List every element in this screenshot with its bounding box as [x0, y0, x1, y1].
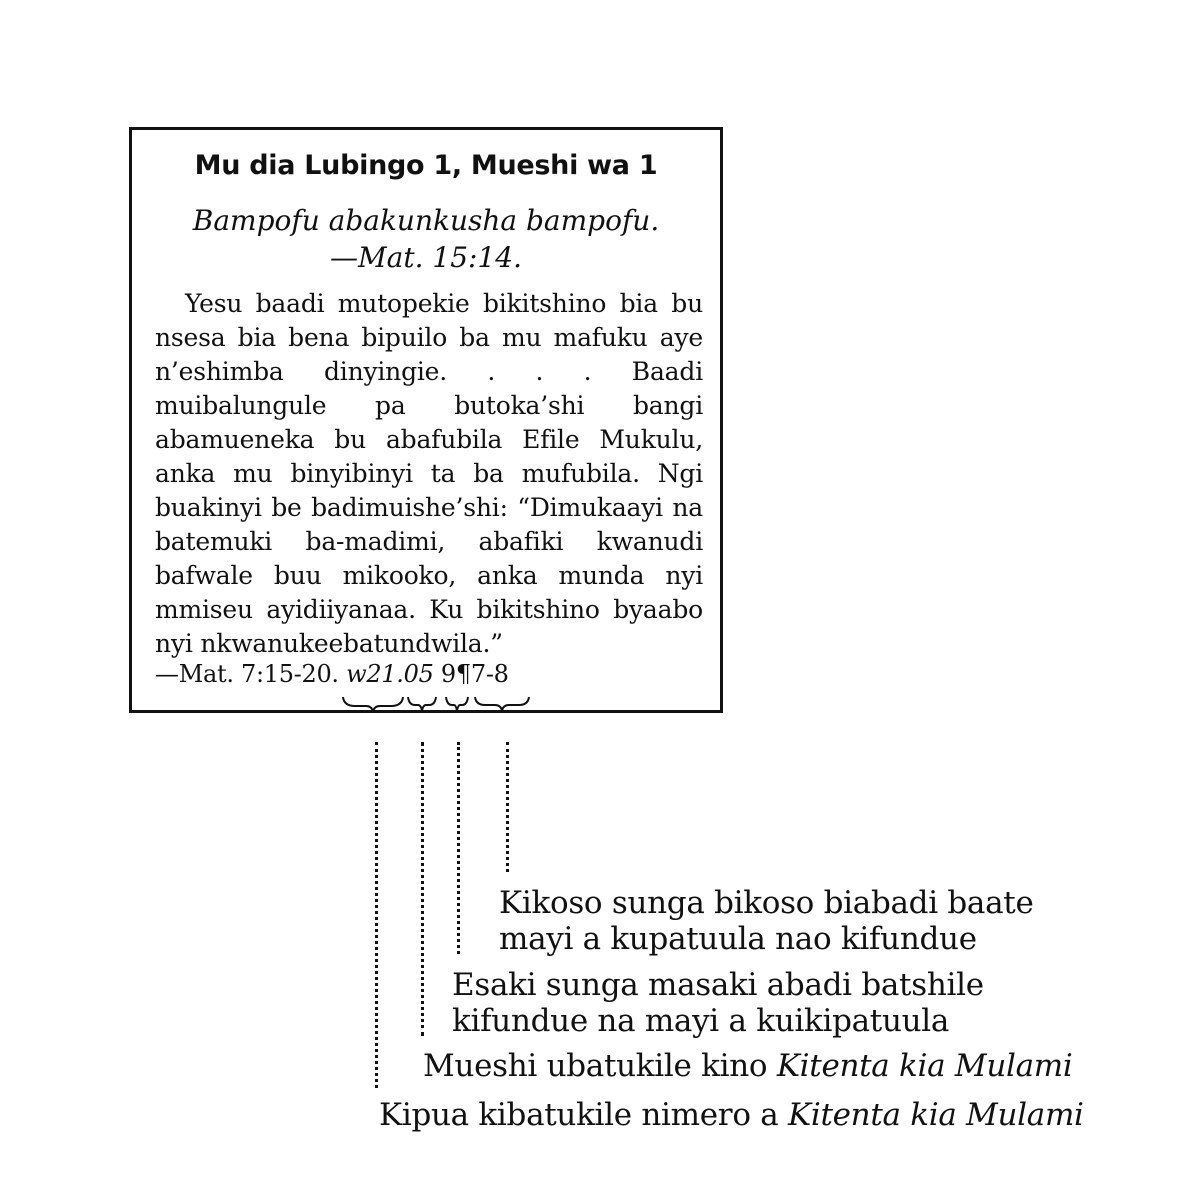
leader-dots-paragraphs: [506, 742, 509, 872]
caption-number: [379, 1097, 1084, 1133]
comment-body: Yesu baadi mutopekie bikitshino bia bu nsesa bia bena bipuilo ba mu mafuku aye n’eshimba dinyingie. . . . Baadi muibalungule pa butoka’shi bangi abamueneka bu abafubila Efile Mukulu, anka mu binyibinyi ta ba mufubila. Ngi buakinyi be badimuishe’shi: “Dimukaayi na batemuki ba-madimi, abafiki kwanudi bafwale buu mikooko, anka munda nyi mmiseu ayidiiyanaa. Ku bikitshino byaabo nyi nkwanukeebatundwila.”: [155, 289, 703, 658]
caption-page-line1: Esaki sunga masaki abadi batshile: [452, 967, 984, 1003]
leader-dots-issue: [421, 742, 424, 1036]
brace-paragraphs: [475, 697, 529, 711]
caption-paragraphs-line2: mayi a kupatuula nao kifundue: [499, 921, 977, 957]
publication-reference: w21.05: [346, 660, 434, 688]
date-heading: Mu dia Lubingo 1, Mueshi wa 1: [194, 150, 658, 181]
caption-number-title: Kitenta kia Mulami: [787, 1097, 1084, 1133]
brace-issue: [408, 697, 436, 711]
brace-publication: [343, 697, 403, 712]
caption-issue-title: Kitenta kia Mulami: [776, 1048, 1073, 1084]
theme-text: Bampofu abakunkusha bampofu.: [192, 204, 660, 237]
paragraph-reference: ¶7-8: [455, 660, 509, 688]
caption-issue-text: Mueshi ubatukile kino: [423, 1048, 777, 1084]
page-reference: 9: [440, 660, 456, 688]
leader-dots-page: [457, 742, 460, 954]
caption-number-text: Kipua kibatukile nimero a: [379, 1097, 788, 1133]
brace-page: [446, 697, 468, 711]
caption-page-line2: kifundue na mayi a kuikipatuula: [452, 1003, 950, 1039]
caption-paragraphs: [499, 885, 1034, 957]
leader-dots-number: [375, 742, 378, 1088]
theme-citation: —Mat. 15:14.: [329, 241, 522, 274]
scripture-reference: —Mat. 7:15-20.: [155, 660, 339, 688]
caption-paragraphs-line1: Kikoso sunga bikoso biabadi baate: [499, 885, 1034, 921]
caption-page: [452, 967, 984, 1039]
caption-issue: [423, 1048, 1073, 1084]
